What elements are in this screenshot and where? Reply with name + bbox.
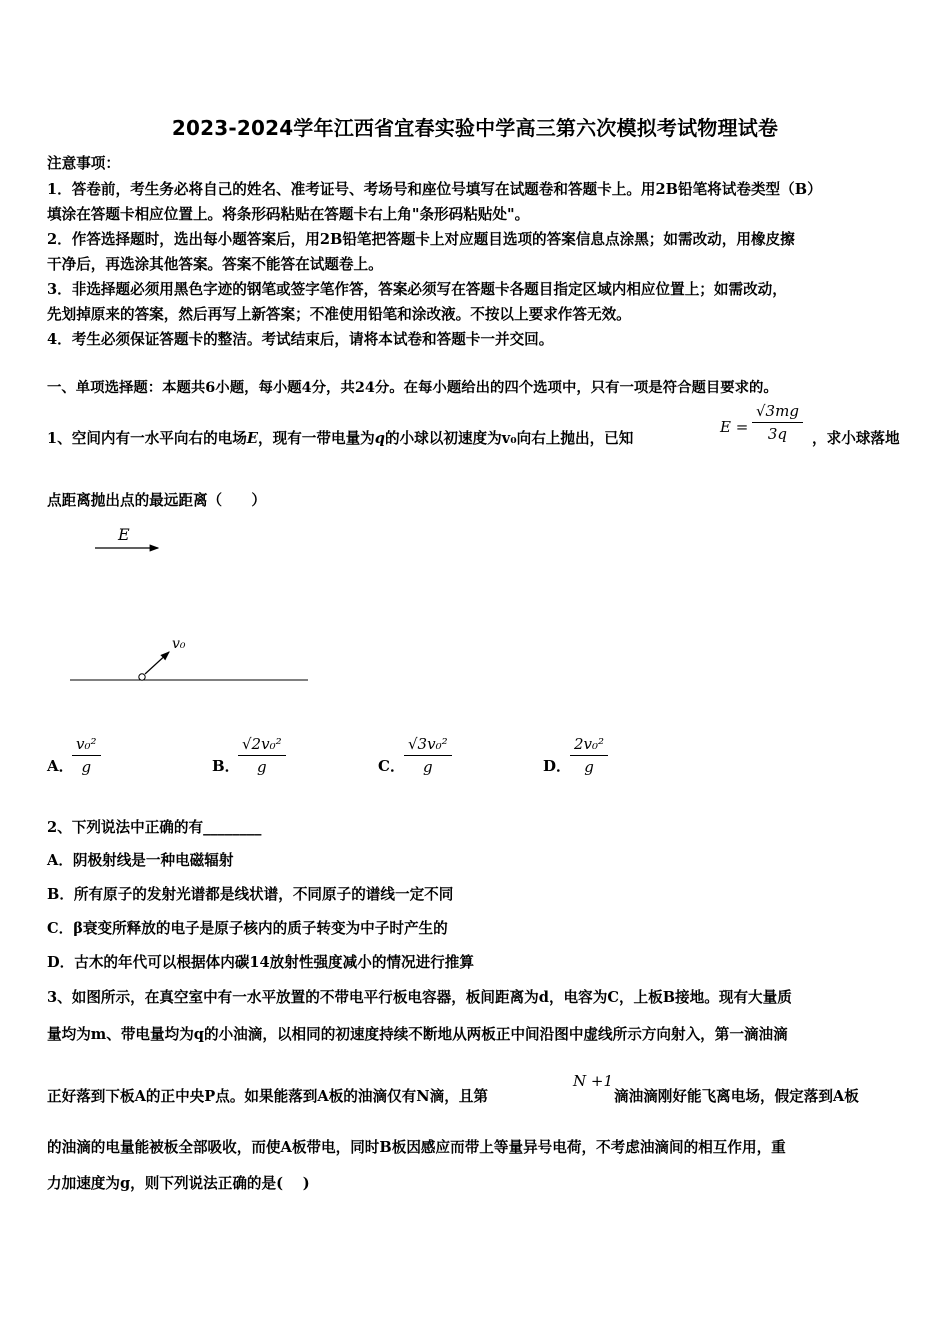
- q1-text-d: ，求小球落地: [812, 430, 900, 447]
- q3-line-2: 量均为m、带电量均为q的小油滴，以相同的初速度持续不断地从两板正中间沿图中虚线所示方向射入，第一滴油滴: [47, 1026, 788, 1043]
- notice-line-2: 填涂在答题卡相应位置上。将条形码粘贴在答题卡右上角"条形码粘贴处"。: [47, 206, 530, 223]
- q1-option-d-label[interactable]: D．: [543, 757, 572, 775]
- notice-line-7: 4．考生必须保证答题卡的整洁。考试结束后，请将本试卷和答题卡一并交回。: [47, 331, 554, 348]
- q3-line-3b: 滴油滴刚好能飞离电场，假定落到A板: [614, 1088, 859, 1105]
- q3-line-5: 力加速度为g，则下列说法正确的是( ): [47, 1175, 310, 1192]
- q1-text-c: 的小球以初速度为v₀向右上抛出，已知: [384, 430, 634, 447]
- velocity-label: v₀: [172, 636, 186, 652]
- q1-stem-line2: 点距离抛出点的最远距离（ ）: [47, 492, 266, 509]
- q1-option-c-fraction: [404, 735, 452, 776]
- q1-option-a-fraction: [72, 735, 101, 776]
- q2-stem: 2、下列说法中正确的有________: [47, 819, 262, 836]
- q1-var-e: E: [246, 430, 258, 447]
- ball-icon: [139, 674, 145, 680]
- q1-option-c-den: g: [423, 758, 433, 776]
- q2-option-a[interactable]: A．阴极射线是一种电磁辐射: [47, 852, 234, 869]
- q2-option-c[interactable]: C．β衰变所释放的电子是原子核内的质子转变为中子时产生的: [47, 920, 448, 937]
- q2-option-d[interactable]: D．古木的年代可以根据体内碳14放射性强度减小的情况进行推算: [47, 954, 474, 971]
- q1-option-b-den: g: [257, 758, 267, 776]
- q3-formula: N +1: [573, 1072, 614, 1090]
- q1-formula-num: √3mg: [752, 402, 803, 423]
- q1-option-b-label[interactable]: B．: [212, 757, 240, 775]
- notice-line-5: 3．非选择题必须用黑色字迹的钢笔或签字笔作答，答案必须写在答题卡各题目指定区域内相应位置上；如需改动，: [47, 281, 787, 298]
- q1-var-q: q: [374, 430, 385, 447]
- q1-option-d-den: g: [584, 758, 594, 776]
- q1-option-b-num: √2v₀²: [238, 735, 286, 756]
- q3-line-3a: 正好落到下板A的正中央P点。如果能落到A板的油滴仅有N滴，且第: [47, 1088, 488, 1105]
- q3-line-1: 3、如图所示，在真空室中有一水平放置的不带电平行板电容器，板间距离为d，电容为C，上板B接地。现有大量质: [47, 989, 792, 1006]
- q1-option-d-fraction: [570, 735, 608, 776]
- q1-option-d-num: 2v₀²: [570, 735, 608, 756]
- q1-option-c-num: √3v₀²: [404, 735, 452, 756]
- notice-line-1: 1．答卷前，考生务必将自己的姓名、准考证号、考场号和座位号填写在试题卷和答题卡上。用2B铅笔将试卷类型（B）: [47, 181, 822, 198]
- notice-line-4: 干净后，再选涂其他答案。答案不能答在试题卷上。: [47, 256, 383, 273]
- page-title: 2023-2024学年江西省宜春实验中学高三第六次模拟考试物理试卷: [171, 116, 779, 140]
- q1-option-a-den: g: [81, 758, 92, 776]
- velocity-arrow: [145, 652, 169, 674]
- q1-option-c-label[interactable]: C．: [378, 757, 405, 775]
- q1-text-a: 1、空间内有一水平向右的电场: [47, 430, 247, 447]
- q1-formula-den: 3q: [767, 425, 788, 443]
- notice-heading: 注意事项：: [47, 155, 120, 172]
- notice-line-3: 2．作答选择题时，选出每小题答案后，用2B铅笔把答题卡上对应题目选项的答案信息点涂黑；如需改动，用橡皮擦: [47, 231, 795, 248]
- q1-option-a-label[interactable]: A．: [47, 757, 74, 775]
- q2-option-b[interactable]: B．所有原子的发射光谱都是线状谱，不同原子的谱线一定不同: [47, 886, 454, 903]
- q1-text-b: ，现有一带电量为: [258, 430, 375, 447]
- q1-option-a-num: v₀²: [72, 735, 101, 756]
- section-heading: 一、单项选择题：本题共6小题，每小题4分，共24分。在每小题给出的四个选项中，只有一项是符合题目要求的。: [47, 379, 778, 396]
- q1-option-b-fraction: [238, 735, 286, 776]
- q3-line-4: 的油滴的电量能被板全部吸收，而使A板带电，同时B板因感应而带上等量异号电荷，不考虑油滴间的相互作用，重: [47, 1139, 786, 1156]
- notice-line-6: 先划掉原来的答案，然后再写上新答案；不准使用铅笔和涂改液。不按以上要求作答无效。: [47, 306, 631, 323]
- field-label: E: [118, 525, 130, 544]
- q1-formula-lhs: E =: [720, 418, 749, 436]
